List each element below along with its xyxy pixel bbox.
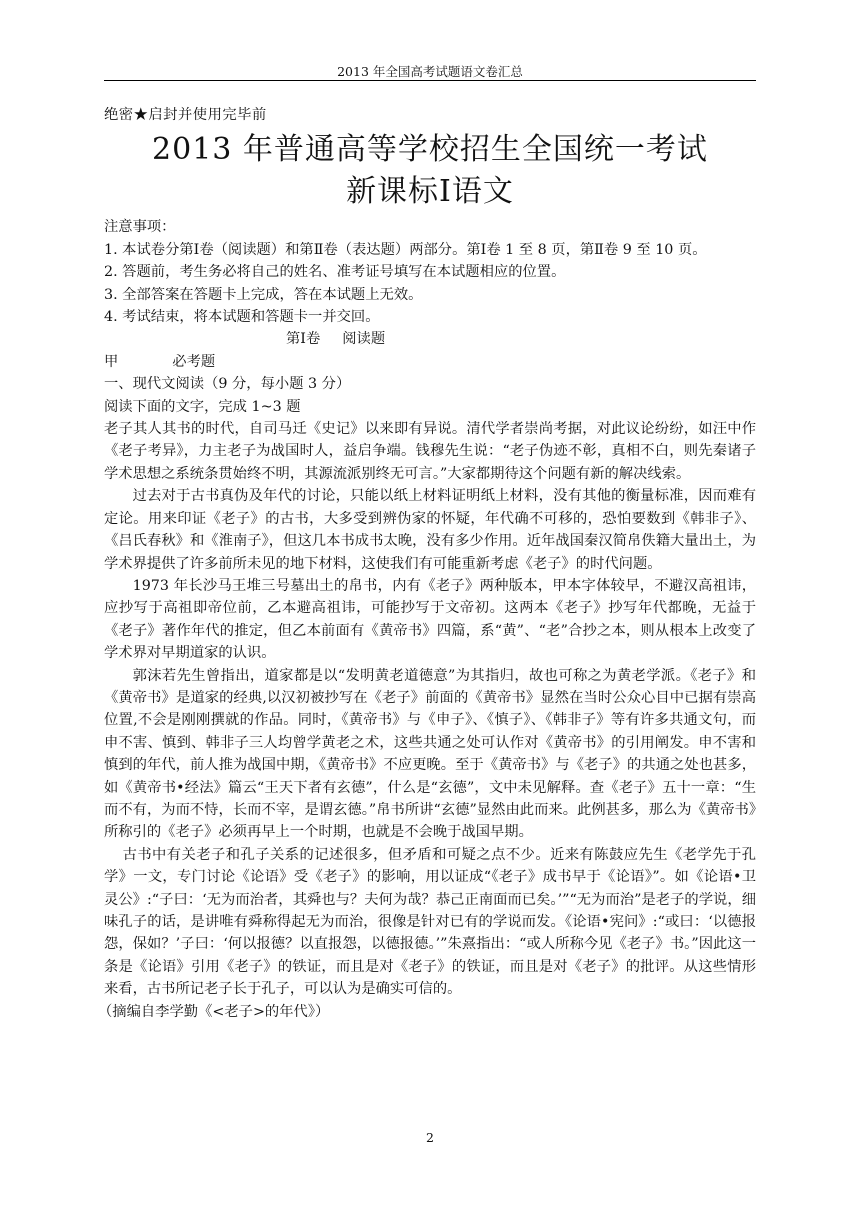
exam-subtitle: 新课标Ⅰ语文 — [346, 174, 514, 210]
reading-instruction: 阅读下面的文字，完成 1~3 题 — [104, 398, 301, 415]
section-heading: 一、现代文阅读（9 分，每小题 3 分） — [104, 376, 351, 393]
notice-item-3: 3. 全部答案在答题卡上完成，答在本试题上无效。 — [104, 286, 423, 303]
paragraph-2: 过去对于古书真伪及年代的讨论，只能以纸上材料证明纸上材料，没有其他的衡量标准，因而难有定论。用来印证《老子》的古书，大多受到辨伪家的怀疑，年代确不可移的，恐怕要数到《韩非子》、《吕氏春秋》和《淮南子》，但这几本书成书太晚，没有多少作用。近年战国秦汉简帛佚籍大量出土，为学术界提供了许多前所未见的地下材料，这使我们有可能重新考虑《老子》的时代问题。 — [104, 488, 756, 572]
notice-item-1: 1. 本试卷分第Ⅰ卷（阅读题）和第Ⅱ卷（表达题）两部分。第Ⅰ卷 1 至 8 页，第Ⅱ卷 9 至 10 页。 — [104, 241, 707, 258]
part-name: 阅读题 — [342, 331, 386, 348]
notice-item-2: 2. 答题前，考生务必将自己的姓名、准考证号填写在本试题相应的位置。 — [104, 264, 566, 281]
notice-heading: 注意事项： — [104, 219, 176, 236]
part-number: 第Ⅰ卷 — [286, 331, 321, 348]
section-label-b: 必考题 — [172, 353, 216, 370]
header-rule — [104, 80, 756, 81]
notice-item-4: 4. 考试结束，将本试题和答题卡一并交回。 — [104, 309, 380, 326]
paragraph-4: 郭沫若先生曾指出，道家都是以“发明黄老道德意”为其指归，故也可称之为黄老学派。《老子》和《黄帝书》是道家的经典,以汉初被抄写在《老子》前面的《黄帝书》显然在当时公众心目中已据有崇高位置,不会是刚刚撰就的作品。同时，《黄帝书》与《申子》、《慎子》、《韩非子》等有许多共通文句，而申不害、慎到、韩非子三人均曾学黄老之术，这些共通之处可认作对《黄帝书》的引用阐发。申不害和慎到的年代，前人推为战国中期，《黄帝书》不应更晚。至于《黄帝书》与《老子》的共通之处也甚多，如《黄帝书•经法》篇云“王天下者有玄德”，什么是“玄德”，文中未见解释。查《老子》五十一章：“生而不有，为而不恃，长而不宰，是谓玄德。”帛书所讲“玄德”显然由此而来。此例甚多，那么为《黄帝书》所称引的《老子》必须再早上一个时期，也就是不会晚于战国早期。 — [104, 667, 756, 841]
exam-title: 2013 年普通高等学校招生全国统一考试 — [152, 132, 708, 168]
paragraph-1: 老子其人其书的时代，自司马迁《史记》以来即有异说。清代学者崇尚考据，对此议论纷纷，如汪中作《老子考异》，力主老子为战国时人，益启争端。钱穆先生说：“老子伪迹不彰，真相不白，则先秦诸子学术思想之系统条贯始终不明，其源流派别终无可言。”大家都期待这个问题有新的解决线索。 — [104, 421, 756, 482]
paragraph-3: 1973 年长沙马王堆三号墓出土的帛书，内有《老子》两种版本，甲本字体较早，不避汉高祖讳，应抄写于高祖即帝位前，乙本避高祖讳，可能抄写于文帝初。这两本《老子》抄写年代都晚，无益于《老子》著作年代的推定，但乙本前面有《黄帝书》四篇，系“黄”、“老”合抄之本，则从根本上改变了学术界对早期道家的认识。 — [104, 577, 756, 662]
section-label-a: 甲 — [104, 353, 119, 370]
page-number: 2 — [426, 1130, 434, 1145]
confidential-note: 绝密★启封并使用完毕前 — [104, 107, 267, 123]
document-body — [98, 104, 756, 1023]
required-section-label — [104, 351, 756, 373]
source-citation: （摘编自李学勤《<老子>的年代》） — [98, 1003, 330, 1020]
paragraph-5: 古书中有关老子和孔子关系的记述很多，但矛盾和可疑之点不少。近来有陈鼓应先生《老学先于孔学》一文，专门讨论《论语》受《老子》的影响，用以证成“《老子》成书早于《论语》”。如《论语•卫灵公》:“子曰：‘无为而治者，其舜也与？夫何为哉？恭己正南面而已矣。’”“无为而治”是老子的学说，细味孔子的话，是讲唯有舜称得起无为而治，很像是针对已有的学说而发。《论语•宪问》:“或曰：‘以德报怨，保如？’子曰：‘何以报德？以直报怨，以德报德。’”朱熹指出：“或人所称今见《老子》书。”因此这一条是《论语》引用《老子》的铁证，而且是对《老子》的铁证，而且是对《老子》的批评。从这些情形来看，古书所记老子长于孔子，可以认为是确实可信的。 — [104, 846, 756, 998]
part-title — [104, 328, 756, 350]
running-header-title: 2013 年全国高考试题语文卷汇总 — [337, 64, 523, 79]
